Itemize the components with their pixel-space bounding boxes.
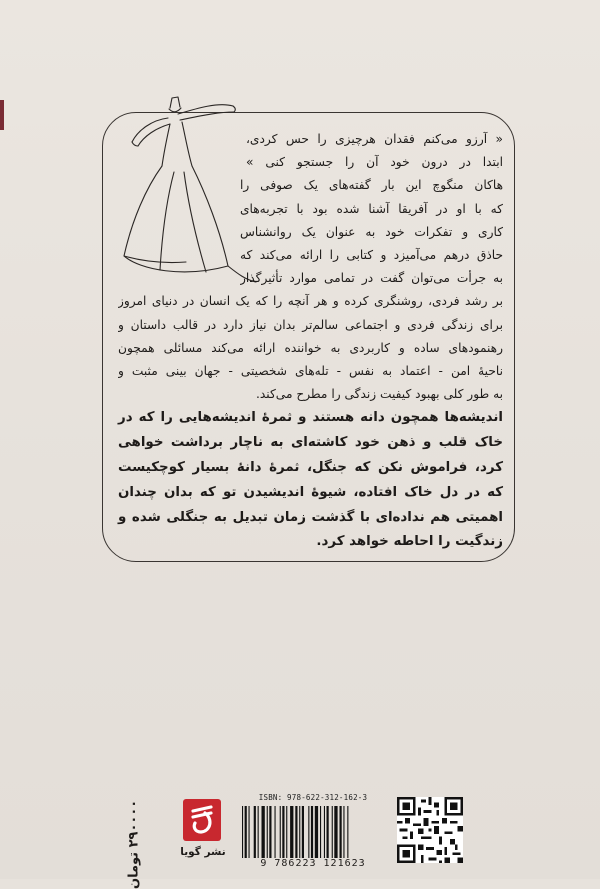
qr-code-icon (397, 797, 463, 863)
blurb-line: هاکان منگوچ این بار گفته‌های یک صوفی را (240, 178, 503, 193)
blurb-line: رهنمودهای ساده و کاربردی به خواننده ارائه می‌کند مسائلی همچون (118, 340, 503, 355)
quote-line: که در دل خاک افتاده، شیوهٔ اندیشیدن تو که بدان چندان (118, 484, 503, 500)
quote-line: اندیشه‌ها همچون دانه هستند و ثمرهٔ اندیشه‌هایی را که در (118, 410, 503, 426)
blurb-line: ناحیهٔ امن - اعتماد به نفس - تله‌های شخصیتی - جهان بینی مثبت و (118, 364, 503, 379)
blurb-line: که با او در آفریقا آشنا شده بود با تجربه‌های (240, 201, 503, 216)
blurb-line: « آرزو می‌کنم فقدان هرچیزی را حس کردی، (246, 132, 503, 146)
quote-line: خاک قلب و ذهن خود کاشته‌ای به ناچار برداشت خواهی (118, 435, 503, 451)
blurb-line: به طور کلی بهبود کیفیت زندگی را مطرح می‌کند. (256, 387, 503, 402)
publisher-logo-icon (183, 799, 221, 841)
quote-line: زندگیت را احاطه خواهد کرد. (316, 534, 503, 550)
quote-line: کرد، فراموش نکن که جنگل، ثمرهٔ دانهٔ بسیار کوچکیست (118, 460, 503, 476)
blurb (118, 128, 503, 555)
publisher-name: نشر گویا (180, 846, 226, 858)
blurb-line: ابتدا در درون خود آن را جستجو کنی » (246, 155, 503, 170)
blurb-line: برای زندگی فردی و اجتماعی سالم‌تر بدان نیاز دارد در قالب داستان و (118, 317, 503, 332)
spine-edge (0, 100, 4, 130)
blurb-line: حاذق درهم می‌آمیزد و کتابی را ارائه می‌کند که (240, 248, 503, 263)
isbn-label: ISBN: 978-622-312-162-3 (258, 793, 368, 802)
ean-digits: 9 786223 121623 (260, 858, 366, 869)
blurb-line: کاری و تفکرات خود به عنوان یک روانشناس (240, 224, 503, 239)
quote-line: اهمیتی هم نداده‌ای با گذشت زمان تبدیل به جنگلی شده و (118, 509, 503, 525)
barcode-icon (240, 806, 386, 858)
price-label: ۲۹۰۰۰۰ تومان (126, 799, 142, 889)
blurb-line: به جرأت می‌توان گفت در تمامی موارد تأثیرگذار (240, 271, 503, 286)
blurb-line: بر رشد فردی، روشنگری کرده و هر آنچه را که یک انسان در دنیای امروز (118, 294, 503, 309)
